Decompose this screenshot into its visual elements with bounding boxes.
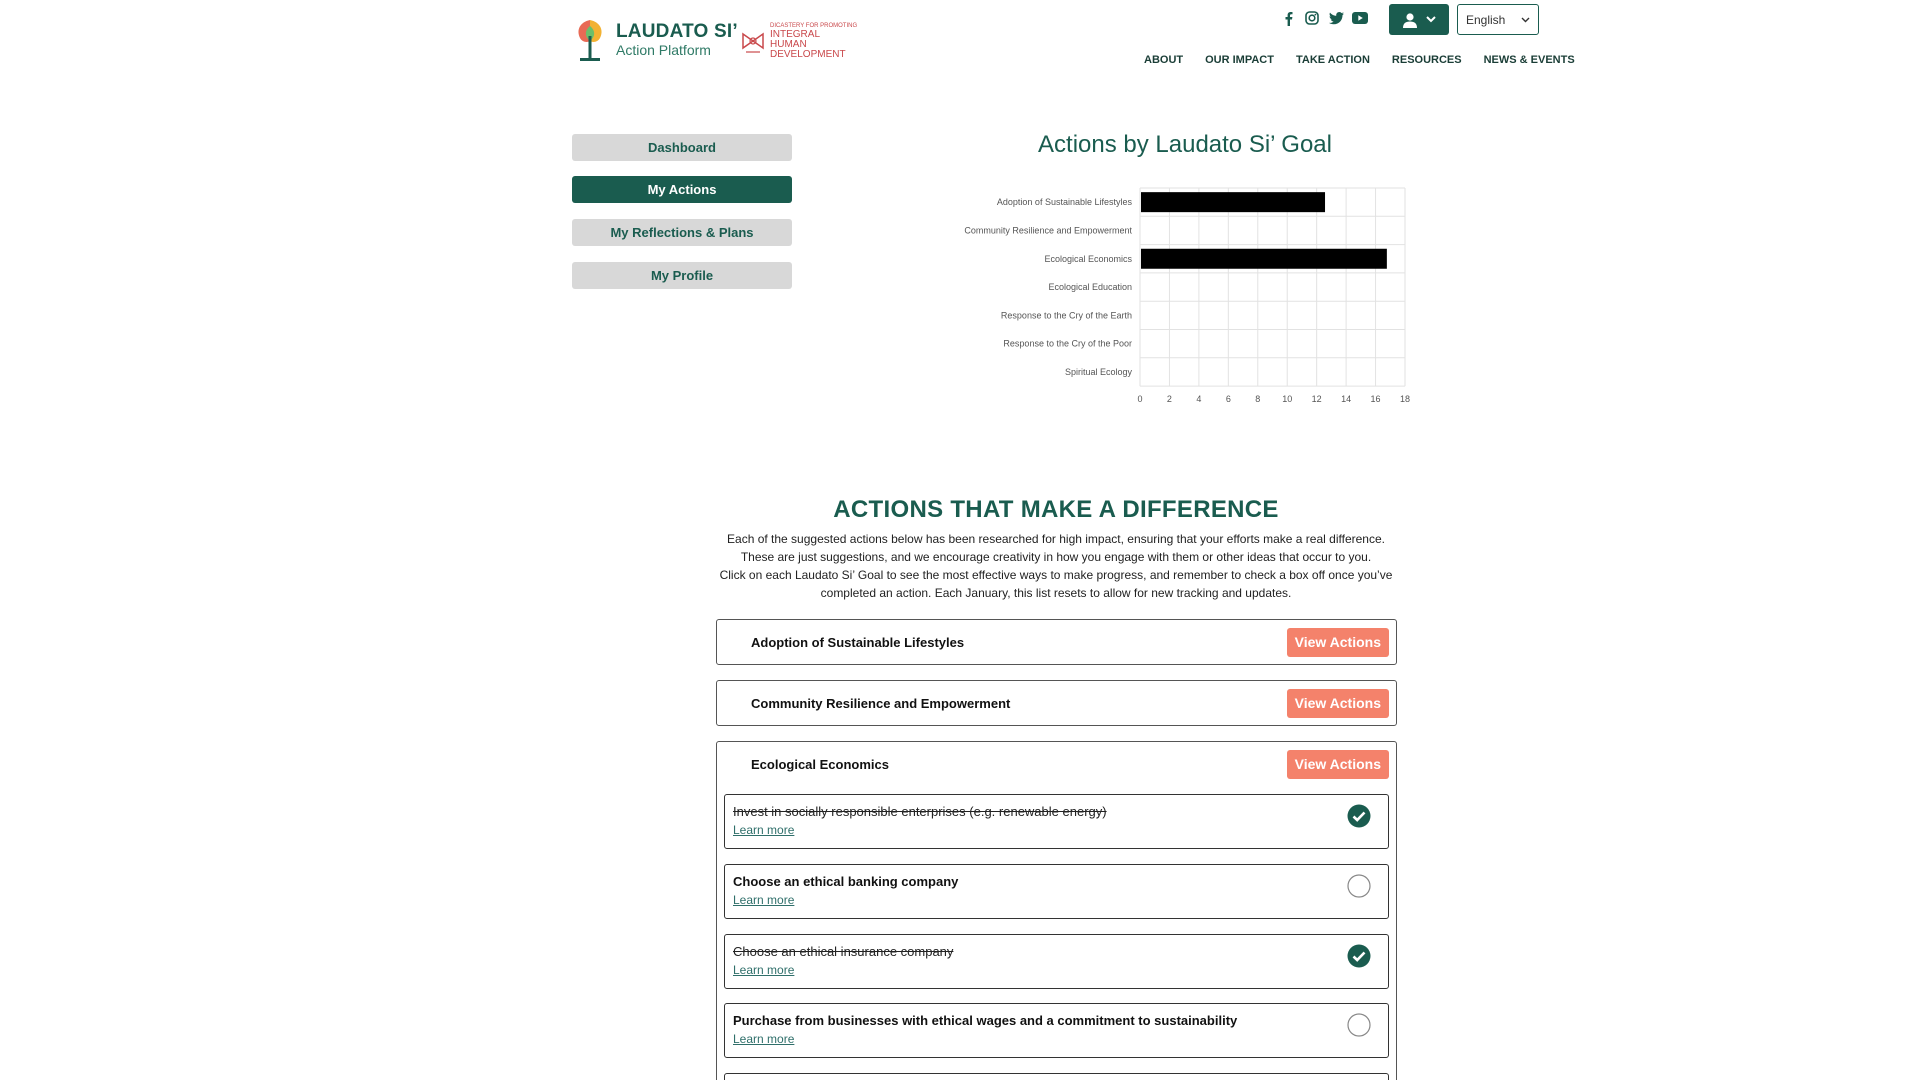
user-menu-button[interactable]	[1389, 4, 1449, 35]
chart-category-label: Adoption of Sustainable Lifestyles	[996, 197, 1132, 208]
learn-more-link[interactable]: Learn more	[733, 963, 795, 977]
logo-subtitle: Action Platform	[616, 42, 711, 58]
user-icon	[1402, 12, 1418, 28]
chart-category-label: Ecological Education	[1048, 282, 1132, 293]
chart-tick-label: 12	[1311, 394, 1322, 405]
learn-more-link[interactable]: Learn more	[733, 893, 795, 907]
dicastery-small-text: DICASTERY FOR PROMOTING	[770, 23, 858, 29]
goal-name: Ecological Economics	[751, 756, 889, 772]
action-item	[724, 794, 1389, 849]
goal-bar-chart	[940, 180, 1420, 415]
nav-news-events[interactable]: NEWS & EVENTS	[1483, 54, 1575, 66]
view-actions-button[interactable]: View Actions	[1287, 628, 1389, 657]
goal-name: Community Resilience and Empowerment	[751, 695, 1011, 711]
unchecked-circle-icon[interactable]	[1347, 1013, 1371, 1037]
dicastery-line3: DEVELOPMENT	[770, 49, 846, 60]
chart-title: Actions by Laudato Si’ Goal	[1038, 131, 1332, 158]
intro-line: These are just suggestions, and we encourage creativity in how you engage with them or other ideas that occur to you.	[740, 550, 1372, 564]
language-select[interactable]	[1457, 4, 1539, 35]
dicastery-emblem-icon	[740, 26, 766, 56]
logo-title: LAUDATO SI’	[616, 21, 738, 42]
chart-tick-label: 14	[1341, 394, 1352, 405]
sidebar-item-my-profile[interactable]: My Profile	[572, 262, 792, 289]
action-title: Choose an ethical banking company	[733, 874, 959, 889]
instagram-icon[interactable]	[1304, 10, 1320, 26]
sidebar-item-reflections-plans[interactable]: My Reflections & Plans	[572, 219, 792, 246]
checked-circle-icon[interactable]	[1347, 944, 1371, 968]
action-title: Choose an ethical insurance company	[733, 944, 954, 959]
chart-tick-label: 10	[1282, 394, 1293, 405]
tree-logo-icon	[572, 16, 608, 64]
chart-category-label: Response to the Cry of the Poor	[1003, 338, 1132, 349]
chart-category-label: Ecological Economics	[1044, 253, 1132, 264]
chart-category-label: Community Resilience and Empowerment	[964, 225, 1132, 236]
dicastery-logo[interactable]	[740, 22, 857, 60]
chart-bar	[1141, 192, 1325, 212]
section-intro	[706, 530, 1406, 602]
twitter-icon[interactable]	[1328, 10, 1344, 26]
site-logo[interactable]	[572, 16, 738, 64]
action-item	[724, 1003, 1389, 1058]
chevron-down-icon	[1521, 17, 1530, 23]
section-title: ACTIONS THAT MAKE A DIFFERENCE	[833, 496, 1279, 523]
goal-name: Adoption of Sustainable Lifestyles	[751, 634, 965, 650]
chart-category-label: Response to the Cry of the Earth	[1000, 310, 1132, 321]
action-title: Invest in socially responsible enterprises (e.g. renewable energy)	[733, 804, 1107, 819]
view-actions-button[interactable]: View Actions	[1287, 750, 1389, 779]
checked-circle-icon[interactable]	[1347, 804, 1371, 828]
learn-more-link[interactable]: Learn more	[733, 1032, 795, 1046]
language-value: English	[1466, 12, 1506, 27]
action-item	[724, 934, 1389, 989]
goal-card-sustainable-lifestyles	[716, 619, 1397, 665]
social-links	[1280, 10, 1368, 26]
action-item-partial	[724, 1073, 1389, 1080]
dicastery-line2: HUMAN	[770, 39, 807, 50]
nav-about[interactable]: ABOUT	[1144, 54, 1184, 66]
goal-card-community-resilience	[716, 680, 1397, 726]
view-actions-button[interactable]: View Actions	[1287, 689, 1389, 718]
chart-tick-label: 6	[1225, 394, 1231, 405]
learn-more-link[interactable]: Learn more	[733, 823, 795, 837]
intro-line: Each of the suggested actions below has been researched for high impact, ensuring that your efforts make a real difference.	[727, 532, 1385, 546]
nav-our-impact[interactable]: OUR IMPACT	[1205, 54, 1274, 66]
sidebar-item-dashboard[interactable]: Dashboard	[572, 134, 792, 161]
chart-tick-label: 8	[1255, 394, 1261, 405]
main-nav	[1144, 54, 1575, 66]
chevron-down-icon	[1426, 16, 1436, 23]
chart-tick-label: 4	[1196, 394, 1202, 405]
chart-category-label: Spiritual Ecology	[1064, 366, 1132, 377]
nav-take-action[interactable]: TAKE ACTION	[1295, 54, 1370, 66]
chart-tick-label: 18	[1399, 394, 1411, 405]
action-item	[724, 864, 1389, 919]
chart-bar	[1141, 249, 1387, 269]
dicastery-line1: INTEGRAL	[770, 29, 821, 40]
intro-line: Click on each Laudato Si’ Goal to see the most effective ways to make progress, and remember to check a box off once you’ve	[719, 568, 1393, 582]
intro-line: completed an action. Each January, this list resets to allow for new tracking and updates.	[820, 586, 1292, 600]
action-title: Purchase from businesses with ethical wages and a commitment to sustainability	[733, 1013, 1238, 1028]
chart-tick-label: 16	[1370, 394, 1381, 405]
facebook-icon[interactable]	[1280, 10, 1296, 26]
youtube-icon[interactable]	[1352, 10, 1368, 26]
sidebar-item-my-actions[interactable]: My Actions	[572, 176, 792, 203]
nav-resources[interactable]: RESOURCES	[1391, 54, 1462, 66]
chart-tick-label: 2	[1166, 394, 1172, 405]
unchecked-circle-icon[interactable]	[1347, 874, 1371, 898]
chart-tick-label: 0	[1137, 394, 1143, 405]
